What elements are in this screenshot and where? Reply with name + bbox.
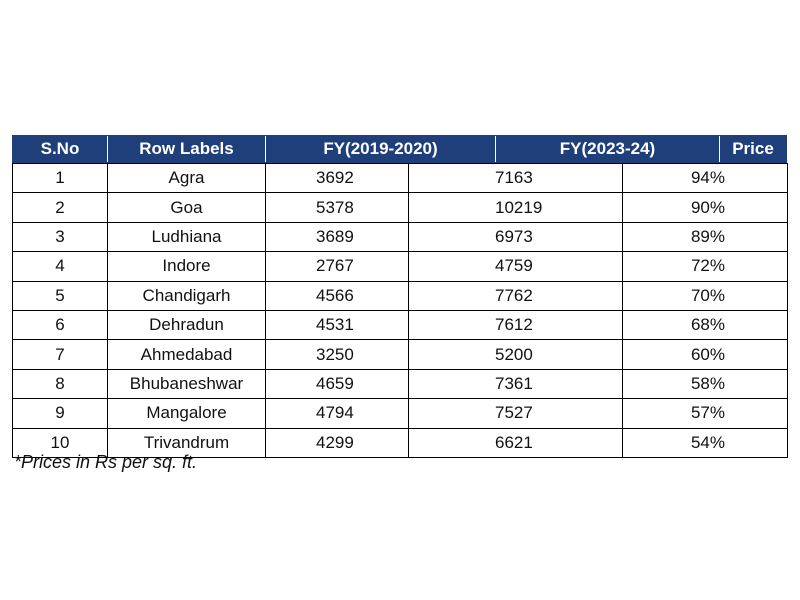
table-row [13,252,788,281]
cell-fy-2023-24: 7527 [409,399,623,428]
cell-price: 58% [623,369,788,398]
cell-row-label: Dehradun [108,310,266,339]
cell-row-label: Trivandrum [108,428,266,457]
price-table-container [12,135,787,458]
cell-price: 94% [623,164,788,193]
cell-sno: 10 [13,428,108,457]
cell-sno: 1 [13,164,108,193]
cell-sno: 5 [13,281,108,310]
cell-fy-2019-2020: 4794 [266,399,409,428]
cell-fy-2023-24: 5200 [409,340,623,369]
table-row [13,369,788,398]
cell-row-label: Ludhiana [108,222,266,251]
cell-fy-2019-2020: 3692 [266,164,409,193]
cell-row-label: Ahmedabad [108,340,266,369]
footnote: *Prices in Rs per sq. ft. [14,452,198,472]
cell-fy-2019-2020: 5378 [266,193,409,222]
table-row [13,399,788,428]
cell-sno: 8 [13,369,108,398]
header-price: Price [732,139,774,158]
cell-row-label: Chandigarh [108,281,266,310]
cell-fy-2019-2020: 4299 [266,428,409,457]
header-row-labels: Row Labels [108,136,266,162]
cell-fy-2023-24: 4759 [409,252,623,281]
cell-price: 54% [623,428,788,457]
cell-sno: 3 [13,222,108,251]
cell-row-label: Agra [108,164,266,193]
cell-row-label: Mangalore [108,399,266,428]
cell-price: 60% [623,340,788,369]
header-fy-2023-24: FY(2023-24) [496,136,720,162]
cell-price: 57% [623,399,788,428]
cell-price: 90% [623,193,788,222]
cell-fy-2023-24: 7612 [409,310,623,339]
cell-fy-2019-2020: 3250 [266,340,409,369]
cell-fy-2023-24: 6621 [409,428,623,457]
cell-fy-2023-24: 7361 [409,369,623,398]
cell-fy-2023-24: 7762 [409,281,623,310]
cell-sno: 2 [13,193,108,222]
cell-row-label: Indore [108,252,266,281]
cell-sno: 9 [13,399,108,428]
cell-sno: 4 [13,252,108,281]
cell-fy-2023-24: 6973 [409,222,623,251]
table-header-row [12,135,787,163]
table-row [13,193,788,222]
cell-price: 70% [623,281,788,310]
header-sno: S.No [13,136,108,162]
table-row [13,164,788,193]
header-fy-2019-2020: FY(2019-2020) [266,136,496,162]
cell-fy-2023-24: 7163 [409,164,623,193]
cell-price: 89% [623,222,788,251]
table-row [13,222,788,251]
cell-price: 72% [623,252,788,281]
cell-fy-2023-24: 10219 [409,193,623,222]
cell-sno: 6 [13,310,108,339]
table-row [13,310,788,339]
cell-row-label: Bhubaneshwar [108,369,266,398]
cell-fy-2019-2020: 4531 [266,310,409,339]
table-row [13,340,788,369]
cell-fy-2019-2020: 3689 [266,222,409,251]
data-table [12,163,788,458]
cell-fy-2019-2020: 2767 [266,252,409,281]
cell-fy-2019-2020: 4566 [266,281,409,310]
cell-price: 68% [623,310,788,339]
cell-sno: 7 [13,340,108,369]
table-row [13,281,788,310]
table-body [13,164,788,458]
cell-row-label: Goa [108,193,266,222]
cell-fy-2019-2020: 4659 [266,369,409,398]
